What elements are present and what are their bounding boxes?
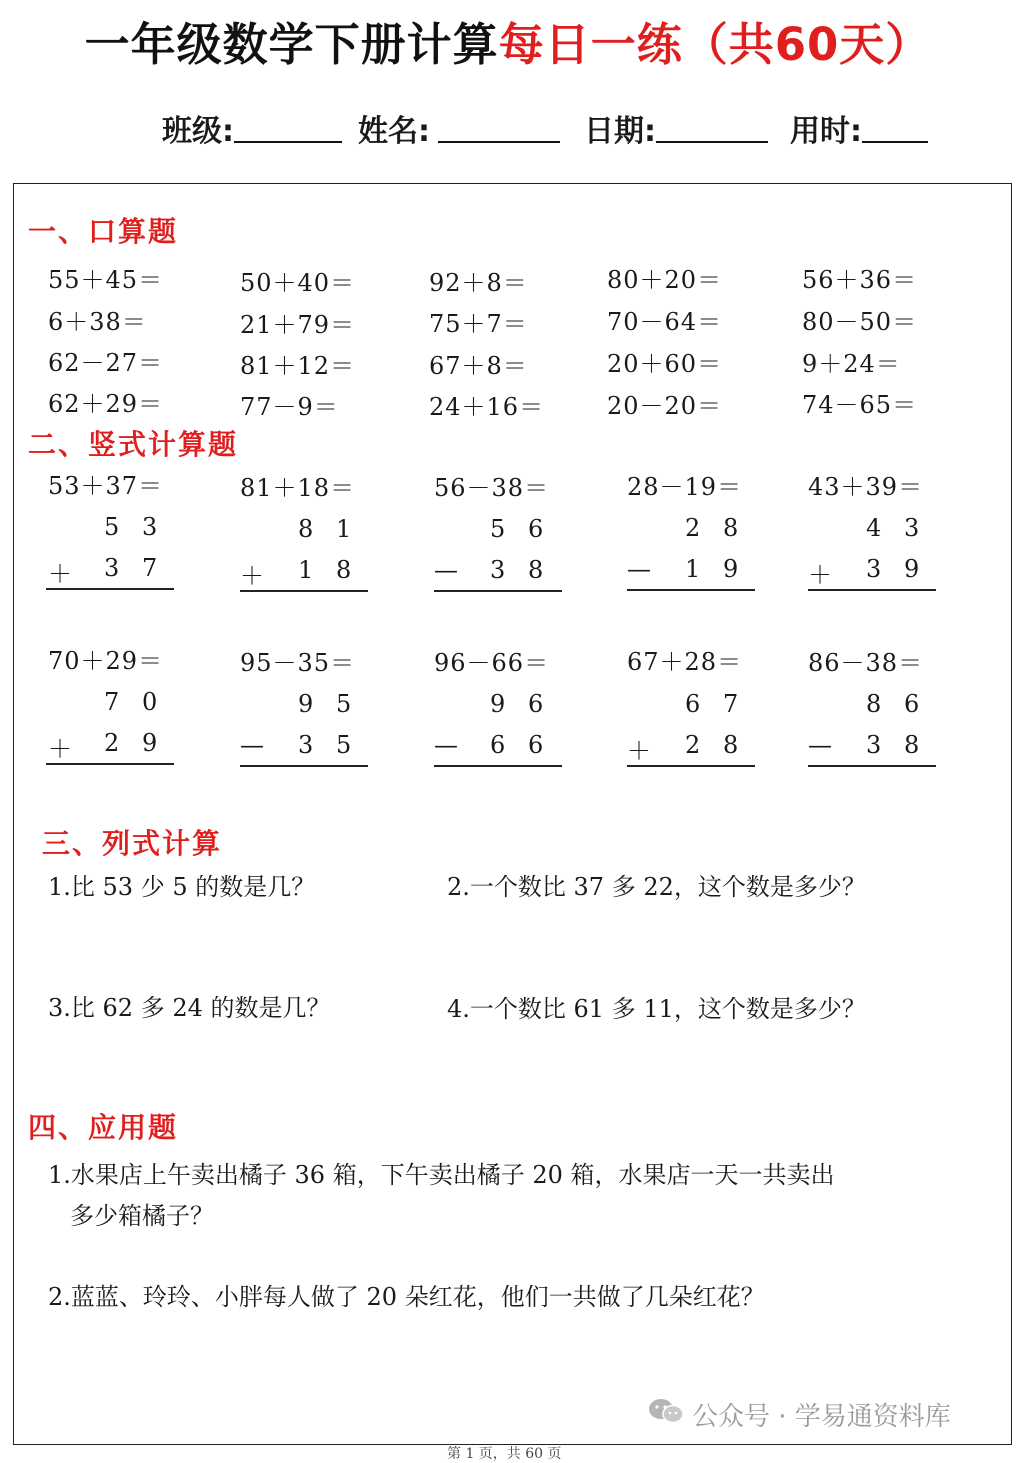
word-question: 1.水果店上午卖出橘子 36 箱，下午卖出橘子 20 箱，水果店一天一共卖出 <box>48 1161 835 1189</box>
digit: 8 <box>336 556 352 584</box>
digit: 1 <box>298 556 314 584</box>
vertical-bottom-digits <box>48 554 178 588</box>
oral-problem: 24＋16＝ <box>429 393 545 421</box>
time-blank[interactable] <box>862 111 928 143</box>
operator: ＋ <box>627 737 651 765</box>
vertical-expression: 67＋28＝ <box>627 648 743 676</box>
vertical-bottom-digits <box>808 555 938 589</box>
vertical-rule <box>46 763 174 765</box>
vertical-rule <box>240 590 368 592</box>
oral-problem: 20－20＝ <box>607 392 723 420</box>
vertical-top-digits <box>48 513 178 543</box>
title-black: 一年级数学下册计算 <box>84 18 499 71</box>
oral-problem: 80＋20＝ <box>607 266 723 294</box>
oral-problem: 62－27＝ <box>48 349 164 377</box>
operator: — <box>808 731 832 759</box>
digit: 2 <box>104 729 120 757</box>
digit: 0 <box>142 688 158 716</box>
digit: 6 <box>528 731 544 759</box>
digit: 5 <box>336 690 352 718</box>
written-question: 4.一个数比 61 多 11，这个数是多少？ <box>447 995 866 1023</box>
written-question: 2.一个数比 37 多 22，这个数是多少？ <box>447 873 866 901</box>
oral-problem: 55＋45＝ <box>48 266 164 294</box>
name-field <box>358 106 560 150</box>
operator: ＋ <box>808 561 832 589</box>
class-blank[interactable] <box>234 111 342 143</box>
vertical-top-digits <box>434 515 564 545</box>
oral-problem: 62＋29＝ <box>48 390 164 418</box>
digit: 9 <box>490 690 506 718</box>
operator: ＋ <box>240 562 264 590</box>
digit: 5 <box>490 515 506 543</box>
title-red: 每日一练（共60天） <box>498 18 932 71</box>
vertical-top-digits <box>434 690 564 720</box>
class-field <box>162 106 342 150</box>
digit: 7 <box>142 554 158 582</box>
vertical-rule <box>434 765 562 767</box>
page-footer: 第 1 页，共 60 页 <box>447 1446 562 1462</box>
oral-problem: 20＋60＝ <box>607 350 723 378</box>
vertical-bottom-digits <box>808 731 938 761</box>
vertical-expression: 28－19＝ <box>627 473 743 501</box>
time-label: 用时: <box>790 114 862 149</box>
digit: 2 <box>685 514 701 542</box>
vertical-rule <box>240 765 368 767</box>
digit: 4 <box>866 514 882 542</box>
vertical-rule <box>627 589 755 591</box>
vertical-bottom-digits <box>240 731 370 761</box>
oral-problem: 9＋24＝ <box>802 350 901 378</box>
date-label: 日期: <box>584 114 656 149</box>
digit: 1 <box>685 555 701 583</box>
digit: 6 <box>528 515 544 543</box>
oral-problem: 56＋36＝ <box>802 266 918 294</box>
digit: 3 <box>142 513 158 541</box>
digit: 3 <box>904 514 920 542</box>
oral-problem: 50＋40＝ <box>240 269 356 297</box>
section-written-title: 三、列式计算 <box>42 827 223 860</box>
digit: 3 <box>104 554 120 582</box>
written-question: 3.比 62 多 24 的数是几？ <box>48 994 331 1022</box>
vertical-top-digits <box>240 690 370 720</box>
time-field <box>790 106 928 150</box>
digit: 6 <box>904 690 920 718</box>
word-question-continued: 多少箱橘子？ <box>70 1202 214 1230</box>
word-question: 2.蓝蓝、玲玲、小胖每人做了 20 朵红花，他们一共做了几朵红花？ <box>48 1283 765 1311</box>
page-title <box>0 8 1016 73</box>
vertical-rule <box>627 765 755 767</box>
digit: 7 <box>723 690 739 718</box>
digit: 8 <box>904 731 920 759</box>
wechat-icon <box>646 1396 686 1426</box>
class-label: 班级: <box>162 114 234 149</box>
operator: ＋ <box>48 560 72 588</box>
vertical-bottom-digits <box>434 556 564 586</box>
digit: 6 <box>685 690 701 718</box>
digit: 2 <box>685 731 701 759</box>
section-vertical-title: 二、竖式计算题 <box>28 428 239 461</box>
oral-problem: 70－64＝ <box>607 308 723 336</box>
digit: 9 <box>904 555 920 583</box>
operator: — <box>240 731 264 759</box>
vertical-expression: 53＋37＝ <box>48 472 164 500</box>
section-word-title: 四、应用题 <box>28 1111 179 1144</box>
vertical-bottom-digits <box>627 731 757 765</box>
operator: — <box>434 731 458 759</box>
date-blank[interactable] <box>656 111 768 143</box>
vertical-expression: 43＋39＝ <box>808 473 924 501</box>
vertical-rule <box>808 765 936 767</box>
oral-problem: 6＋38＝ <box>48 308 147 336</box>
vertical-expression: 70＋29＝ <box>48 647 164 675</box>
oral-problem: 92＋8＝ <box>429 269 528 297</box>
digit: 3 <box>866 555 882 583</box>
vertical-top-digits <box>48 688 178 718</box>
operator: — <box>434 556 458 584</box>
oral-problem: 80－50＝ <box>802 308 918 336</box>
digit: 3 <box>298 731 314 759</box>
name-blank[interactable] <box>438 111 560 143</box>
digit: 5 <box>336 731 352 759</box>
vertical-top-digits <box>627 514 757 544</box>
vertical-expression: 86－38＝ <box>808 649 924 677</box>
oral-problem: 75＋7＝ <box>429 310 528 338</box>
digit: 5 <box>104 513 120 541</box>
digit: 1 <box>336 515 352 543</box>
vertical-top-digits <box>808 690 938 720</box>
written-question: 1.比 53 少 5 的数是几？ <box>48 873 316 901</box>
oral-problem: 74－65＝ <box>802 391 918 419</box>
vertical-top-digits <box>240 515 370 545</box>
oral-problem: 81＋12＝ <box>240 352 356 380</box>
operator: ＋ <box>48 735 72 763</box>
vertical-expression: 95－35＝ <box>240 649 356 677</box>
vertical-rule <box>808 589 936 591</box>
vertical-bottom-digits <box>627 555 757 585</box>
digit: 3 <box>866 731 882 759</box>
section-oral-title: 一、口算题 <box>28 215 179 248</box>
digit: 8 <box>298 515 314 543</box>
vertical-expression: 96－66＝ <box>434 649 550 677</box>
vertical-bottom-digits <box>48 729 178 763</box>
vertical-expression: 81＋18＝ <box>240 474 356 502</box>
digit: 7 <box>104 688 120 716</box>
digit: 8 <box>528 556 544 584</box>
oral-problem: 67＋8＝ <box>429 352 528 380</box>
vertical-rule <box>46 588 174 590</box>
digit: 8 <box>723 514 739 542</box>
oral-problem: 21＋79＝ <box>240 311 356 339</box>
watermark-text: 公众号 · 学易通资料库 <box>692 1402 951 1432</box>
oral-problem: 77－9＝ <box>240 393 339 421</box>
name-label: 姓名: <box>358 114 430 149</box>
digit: 6 <box>490 731 506 759</box>
digit: 9 <box>723 555 739 583</box>
vertical-top-digits <box>627 690 757 720</box>
digit: 9 <box>298 690 314 718</box>
digit: 6 <box>528 690 544 718</box>
digit: 9 <box>142 729 158 757</box>
vertical-expression: 56－38＝ <box>434 474 550 502</box>
vertical-top-digits <box>808 514 938 544</box>
digit: 3 <box>490 556 506 584</box>
digit: 8 <box>866 690 882 718</box>
vertical-bottom-digits <box>434 731 564 761</box>
vertical-bottom-digits <box>240 556 370 590</box>
date-field <box>584 106 768 150</box>
digit: 8 <box>723 731 739 759</box>
vertical-rule <box>434 590 562 592</box>
operator: — <box>627 555 651 583</box>
